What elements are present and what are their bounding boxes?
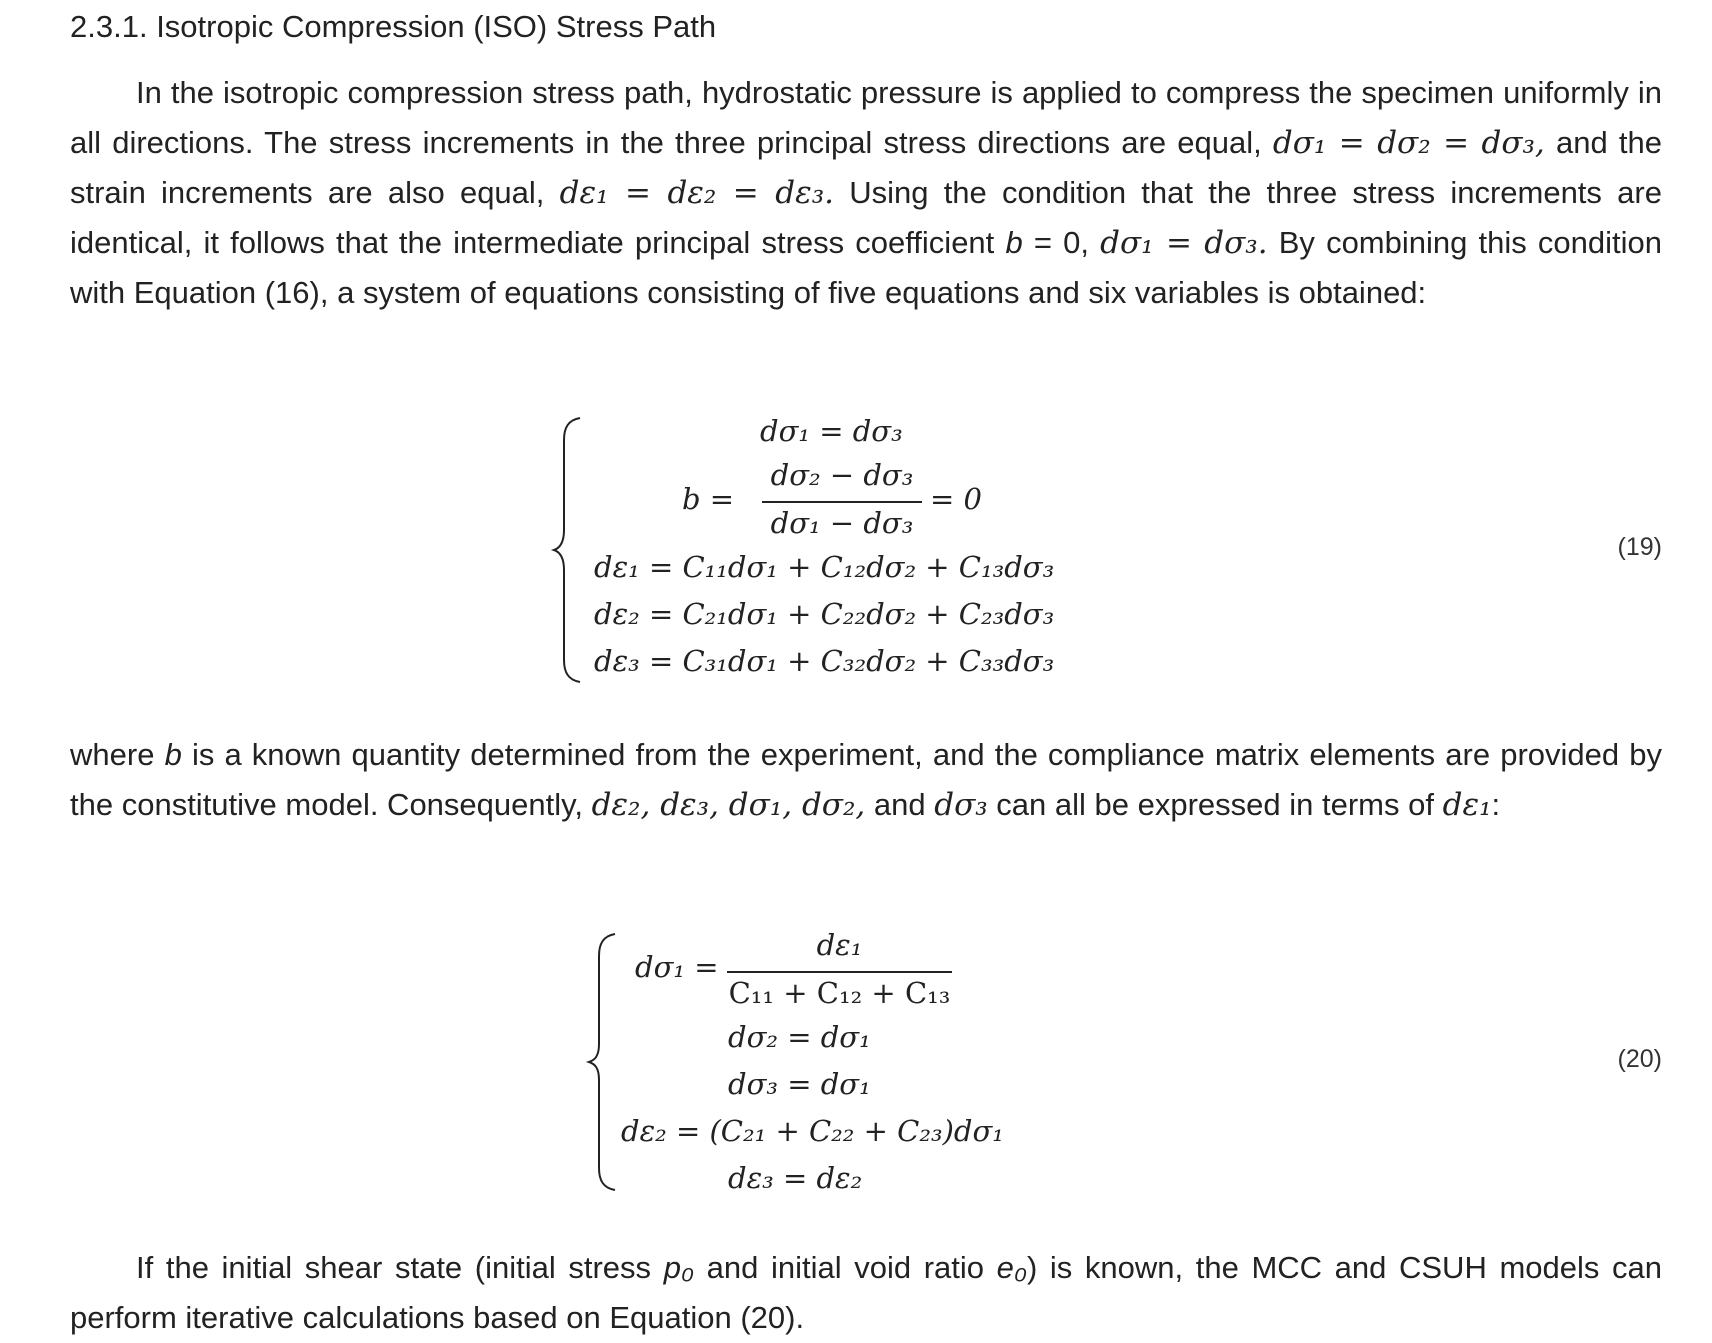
text-run: If the initial shear state (initial stress [136,1250,652,1285]
inline-math-strain-equal: dε₁ = dε₂ = dε₃. [559,175,834,211]
equation-19-system [550,410,1150,690]
eq19-fraction-bar [762,501,922,503]
paragraph-iso-intro [70,68,1662,318]
eq20-row4: dε₂ = (C₂₁ + C₂₂ + C₂₃)dσ₁ [621,1114,1004,1148]
section-number: 2.3.1. [70,9,148,44]
text-run: By combining this condition with Equation (16), a system of equations consisting of five equations and six variables is obtained: [70,225,1662,310]
text-run: : [1491,787,1501,822]
eq20-row1-numerator: dε₁ [816,928,863,962]
eq19-row3: dε₁ = C₁₁dσ₁ + C₁₂dσ₂ + C₁₃dσ₃ [594,550,1055,584]
text-run: is a known quantity determined from the experiment, and the compliance matrix elements are provided by the constitutive model. Consequently, [70,737,1662,822]
eq20-row5: dε₃ = dε₂ [728,1161,863,1195]
section-heading [70,6,716,48]
eq19-row2-rhs: = 0 [930,482,982,516]
symbol-p0: p₀ [663,1250,694,1285]
inline-math-stress-equal: dσ₁ = dσ₂ = dσ₃, [1272,125,1545,161]
section-title: Isotropic Compression (ISO) Stress Path [156,9,717,44]
left-brace [585,928,625,1196]
eq20-row3: dσ₃ = dσ₁ [728,1067,871,1101]
text-run: can all be expressed in terms of [996,787,1434,822]
inline-math-increments: dε₂, dε₃, dσ₁, dσ₂, [591,787,866,823]
inline-math-de1: dε₁ [1442,787,1492,823]
text-run: and the strain increments are also equal, [70,125,1662,210]
equation-20-system [585,928,1185,1196]
text-run: In the isotropic compression stress path, hydrostatic pressure is applied to compress the specimen uniformly in all directions. The stress increments in the three principal stress directions are equal, [70,75,1662,160]
inline-math-s1-s3: dσ₁ = dσ₃. [1100,225,1268,261]
text-run: ) is known, the MCC and CSUH models can perform iterative calculations based on Equation (20). [70,1250,1662,1335]
left-brace [550,410,590,690]
eq19-row2-denominator: dσ₁ − dσ₃ [770,506,914,540]
eq19-row2-numerator: dσ₂ − dσ₃ [770,458,914,492]
eq19-row2-lhs: b = [682,482,735,516]
symbol-e0: e₀ [996,1250,1027,1285]
symbol-b: b [164,737,182,772]
symbol-b: b [1005,225,1023,260]
eq20-fraction-bar [727,971,952,973]
text-run: and initial void ratio [706,1250,985,1285]
eq20-row2: dσ₂ = dσ₁ [728,1020,871,1054]
eq19-row4: dε₂ = C₂₁dσ₁ + C₂₂dσ₂ + C₂₃dσ₃ [594,597,1055,631]
text-run: Using the condition that the three stress increments are identical, it follows that the intermediate principal stress coefficient [70,175,1662,260]
equation-19-number: (19) [1617,533,1662,561]
text-run: = 0, [1033,225,1089,260]
eq20-row1-denominator: C₁₁ + C₁₂ + C₁₃ [728,976,951,1010]
text-run: and [873,787,926,822]
paragraph-initial-state [70,1243,1662,1343]
eq19-row5: dε₃ = C₃₁dσ₁ + C₃₂dσ₂ + C₃₃dσ₃ [594,644,1055,678]
eq20-row1-lhs: dσ₁ = [635,950,719,984]
text-run: where [70,737,155,772]
paragraph-compliance [70,730,1662,830]
inline-math-ds3: dσ₃ [934,787,988,823]
eq19-row1: dσ₁ = dσ₃ [760,414,903,448]
equation-20-number: (20) [1617,1045,1662,1073]
